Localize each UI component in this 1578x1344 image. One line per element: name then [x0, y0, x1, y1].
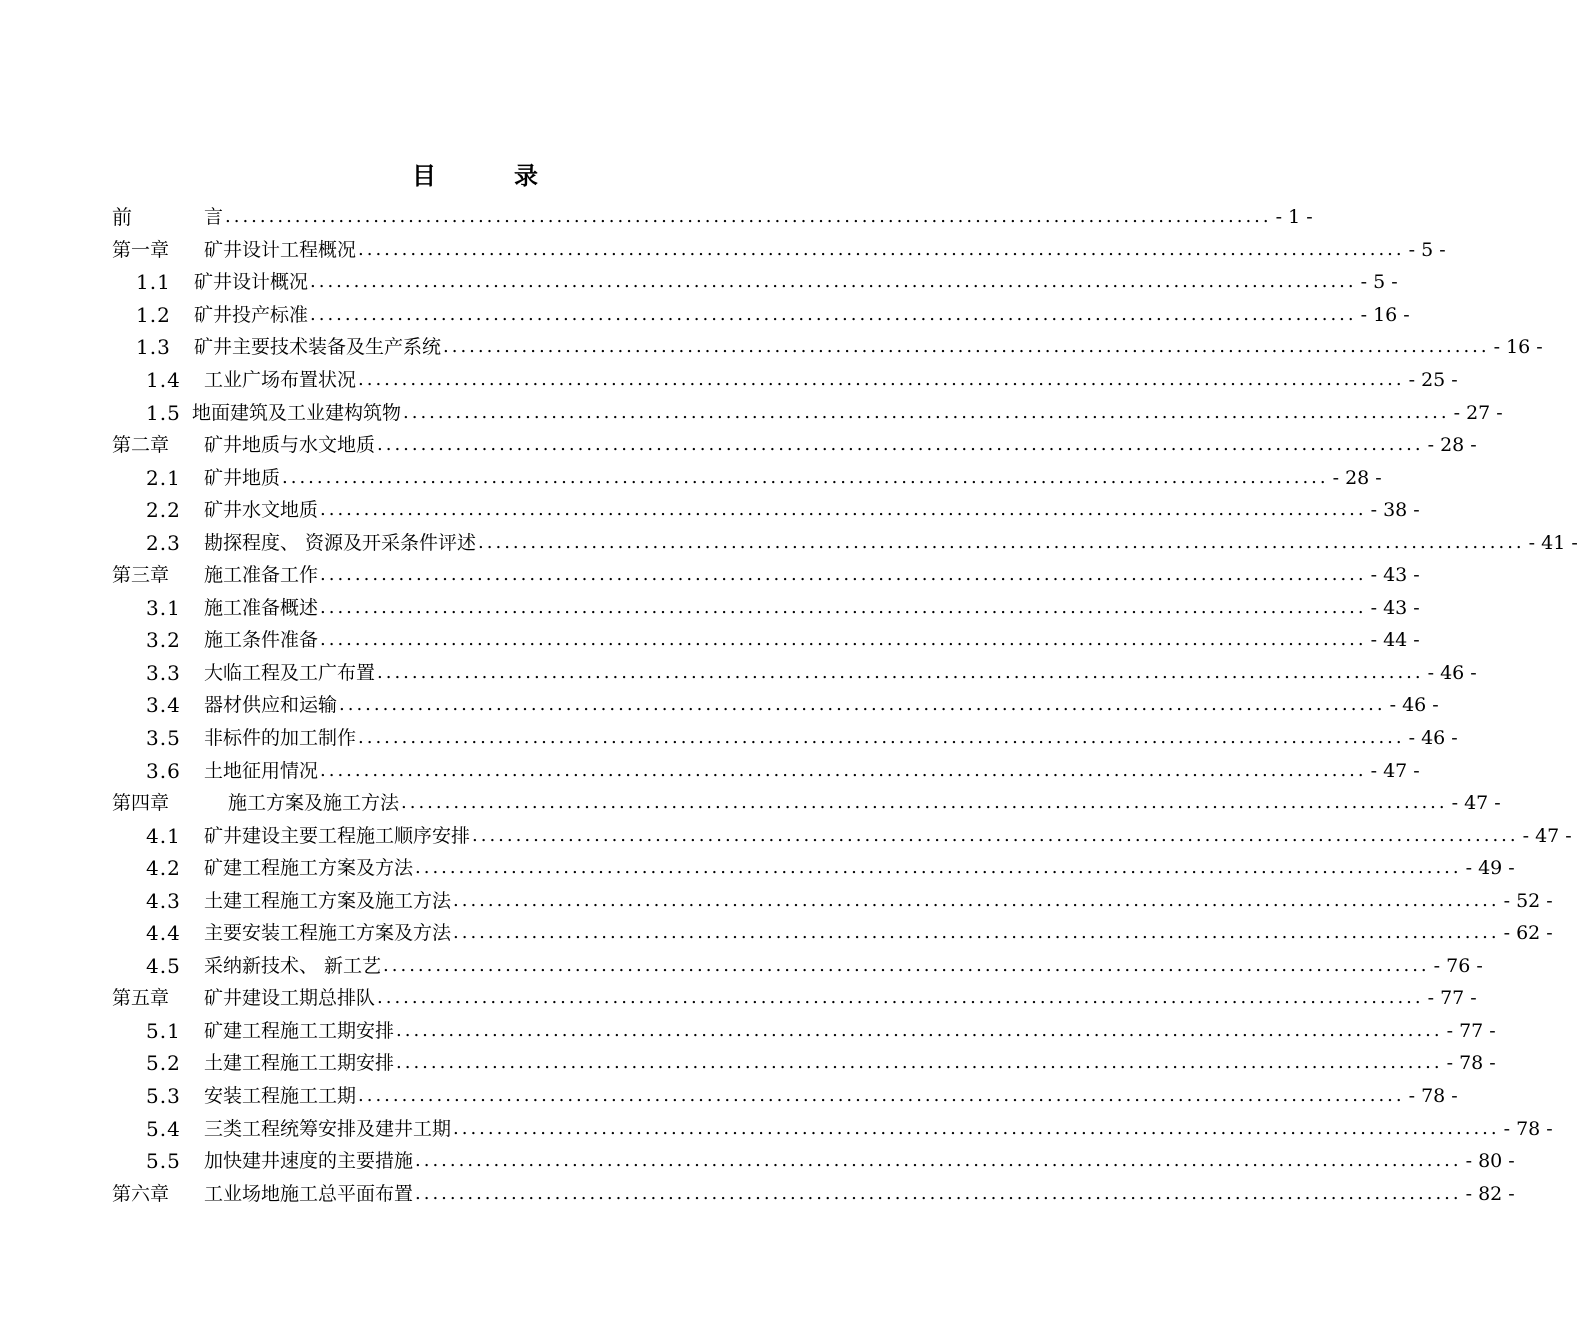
- toc-entry-number: 3.2: [146, 628, 181, 653]
- toc-entry-number: 5.2: [146, 1051, 181, 1076]
- toc-dot-leader: ........................................................................................................................: [401, 792, 1448, 814]
- toc-entry-page: - 80 -: [1465, 1150, 1515, 1173]
- toc-entry-page: - 47 -: [1370, 759, 1420, 782]
- toc-entry-title: 矿井设计概况: [194, 271, 309, 294]
- toc-entry-number: 1.5: [146, 400, 181, 425]
- toc-dot-leader: ........................................................................................................................: [403, 401, 1450, 423]
- toc-dot-leader: ........................................................................................................................: [478, 531, 1525, 553]
- toc-entry-title: 施工准备概述: [204, 596, 319, 619]
- toc-entry-page: - 5 -: [1360, 271, 1398, 294]
- toc-entry-title: 土建工程施工方案及施工方法: [204, 889, 452, 912]
- toc-entry-section-2-2[interactable]: [112, 494, 1420, 527]
- toc-entry-page: - 44 -: [1370, 629, 1420, 652]
- toc-entry-title: 矿井主要技术装备及生产系统: [194, 336, 442, 359]
- toc-entry-page: - 43 -: [1370, 564, 1420, 587]
- toc-dot-leader: ........................................................................................................................: [358, 238, 1405, 260]
- toc-entry-number: 3.6: [146, 758, 181, 783]
- toc-entry-page: - 76 -: [1433, 954, 1483, 977]
- toc-entry-number: 2.1: [146, 465, 181, 490]
- toc-entry-title: 矿井投产标准: [194, 303, 309, 326]
- toc-entry-page: - 5 -: [1408, 238, 1446, 261]
- toc-entry-page: - 77 -: [1427, 987, 1477, 1010]
- toc-entry-title: 矿建工程施工方案及方法: [204, 857, 414, 880]
- toc-entry-title: 三类工程统筹安排及建井工期: [204, 1117, 452, 1140]
- toc-entry-number: 5.4: [146, 1116, 181, 1141]
- toc-dot-leader: ........................................................................................................................: [320, 499, 1367, 521]
- toc-entry-page: - 38 -: [1370, 499, 1420, 522]
- toc-entry-section-5-3[interactable]: [112, 1080, 1458, 1113]
- toc-entry-page: - 25 -: [1408, 369, 1458, 391]
- toc-list: [112, 201, 1578, 1210]
- toc-dot-leader: ........................................................................................................................: [396, 1052, 1443, 1074]
- toc-entry-title: 非标件的加工制作: [204, 727, 357, 750]
- toc-entry-number: 2.3: [146, 530, 181, 555]
- toc-dot-leader: ........................................................................................................................: [320, 596, 1367, 618]
- toc-entry-number: 4.4: [146, 921, 181, 946]
- toc-entry-title: 言: [204, 206, 224, 229]
- toc-entry-title: 地面建筑及工业建构筑物: [192, 401, 402, 424]
- toc-entry-title: 矿井设计工程概况: [204, 238, 357, 261]
- toc-entry-page: - 43 -: [1370, 596, 1420, 619]
- toc-entry-page: - 52 -: [1503, 889, 1553, 912]
- toc-dot-leader: ........................................................................................................................: [383, 954, 1430, 976]
- toc-entry-title: 施工准备工作: [204, 564, 319, 587]
- toc-entry-number: 第五章: [112, 987, 170, 1010]
- toc-entry-number: 第四章: [112, 792, 170, 815]
- toc-entry-chapter-1[interactable]: [112, 234, 1446, 267]
- toc-dot-leader: ........................................................................................................................: [377, 987, 1424, 1009]
- toc-entry-page: - 77 -: [1446, 1019, 1496, 1042]
- toc-dot-leader: ........................................................................................................................: [415, 1182, 1462, 1204]
- toc-entry-number: 5.1: [146, 1018, 181, 1043]
- toc-entry-title: 矿井地质与水文地质: [204, 434, 376, 457]
- toc-entry-page: - 62 -: [1503, 922, 1553, 945]
- toc-entry-preface[interactable]: [112, 201, 1313, 234]
- toc-entry-number: 4.5: [146, 953, 181, 978]
- toc-entry-title: 土建工程施工工期安排: [204, 1052, 395, 1075]
- toc-entry-page: - 78 -: [1408, 1085, 1458, 1108]
- toc-entry-title: 矿井地质: [204, 466, 281, 489]
- toc-entry-number: 5.5: [146, 1149, 181, 1174]
- toc-entry-number: 4.3: [146, 888, 181, 913]
- toc-entry-number: 前: [112, 205, 133, 230]
- toc-entry-section-4-3[interactable]: [112, 884, 1553, 917]
- toc-title-char-2: 录: [514, 162, 538, 190]
- toc-entry-title: 大临工程及工广布置: [204, 661, 376, 684]
- toc-dot-leader: ........................................................................................................................: [320, 629, 1367, 651]
- toc-entry-page: - 47 -: [1451, 792, 1501, 815]
- toc-entry-section-3-4[interactable]: [112, 689, 1439, 722]
- toc-entry-number: 第二章: [112, 434, 170, 457]
- toc-dot-leader: ........................................................................................................................: [310, 271, 1357, 293]
- toc-entry-title: 工业场地施工总平面布置: [204, 1182, 414, 1205]
- toc-entry-section-3-2[interactable]: [112, 624, 1420, 657]
- toc-entry-section-3-1[interactable]: [112, 592, 1420, 625]
- toc-dot-leader: ........................................................................................................................: [320, 759, 1367, 781]
- toc-dot-leader: ........................................................................................................................: [310, 303, 1357, 325]
- toc-dot-leader: ........................................................................................................................: [415, 857, 1462, 879]
- toc-title: [0, 156, 950, 191]
- toc-dot-leader: ........................................................................................................................: [453, 889, 1500, 911]
- toc-entry-section-1-1[interactable]: [112, 266, 1398, 299]
- toc-entry-title: 矿建工程施工工期安排: [204, 1019, 395, 1042]
- toc-entry-page: - 49 -: [1465, 857, 1515, 880]
- toc-entry-section-2-3[interactable]: [112, 526, 1578, 559]
- toc-entry-page: - 27 -: [1453, 401, 1503, 424]
- toc-entry-title: 矿井建设工期总排队: [204, 987, 376, 1010]
- toc-entry-chapter-2[interactable]: [112, 429, 1477, 462]
- toc-dot-leader: ........................................................................................................................: [358, 1085, 1405, 1107]
- toc-dot-leader: ........................................................................................................................: [472, 824, 1519, 846]
- toc-entry-section-3-6[interactable]: [112, 754, 1420, 787]
- toc-entry-section-1-4[interactable]: [112, 364, 1458, 397]
- toc-dot-leader: ........................................................................................................................: [453, 1117, 1500, 1139]
- toc-entry-title: 工业广场布置状况: [204, 369, 357, 391]
- toc-dot-leader: ........................................................................................................................: [358, 727, 1405, 749]
- toc-entry-title: 安装工程施工工期: [204, 1085, 357, 1108]
- toc-entry-page: - 46 -: [1389, 694, 1439, 717]
- toc-entry-section-5-5[interactable]: [112, 1145, 1515, 1178]
- toc-entry-section-3-3[interactable]: [112, 657, 1477, 690]
- toc-entry-number: 第三章: [112, 564, 170, 587]
- toc-dot-leader: ........................................................................................................................: [320, 564, 1367, 586]
- toc-entry-section-5-2[interactable]: [112, 1047, 1496, 1080]
- toc-entry-number: 4.1: [146, 823, 181, 848]
- toc-entry-section-4-5[interactable]: [112, 950, 1483, 983]
- toc-dot-leader: ........................................................................................................................: [225, 206, 1272, 228]
- toc-dot-leader: ........................................................................................................................: [339, 694, 1386, 716]
- toc-entry-page: - 47 -: [1522, 824, 1572, 847]
- toc-entry-title: 主要安装工程施工方案及方法: [204, 922, 452, 945]
- toc-entry-title: 勘探程度、 资源及开采条件评述: [204, 531, 477, 554]
- toc-entry-page: - 78 -: [1446, 1052, 1496, 1075]
- toc-entry-number: 1.1: [136, 270, 171, 295]
- toc-dot-leader: ........................................................................................................................: [415, 1150, 1462, 1172]
- toc-entry-section-4-4[interactable]: [112, 917, 1553, 950]
- toc-entry-page: - 28 -: [1427, 434, 1477, 457]
- toc-entry-number: 第六章: [112, 1182, 170, 1205]
- toc-title-char-1: 目: [412, 162, 436, 190]
- toc-entry-number: 5.3: [146, 1084, 181, 1109]
- toc-entry-page: - 1 -: [1275, 206, 1313, 229]
- toc-entry-section-5-4[interactable]: [112, 1112, 1553, 1145]
- toc-entry-title: 矿井水文地质: [204, 499, 319, 522]
- toc-entry-number: 3.1: [146, 595, 181, 620]
- toc-entry-chapter-4[interactable]: [112, 787, 1501, 820]
- toc-entry-number: 第一章: [112, 238, 170, 261]
- toc-entry-section-1-2[interactable]: [112, 299, 1410, 332]
- toc-entry-number: 1.2: [136, 302, 171, 327]
- toc-entry-section-1-5[interactable]: [112, 396, 1503, 429]
- toc-entry-section-1-3[interactable]: [112, 331, 1543, 364]
- toc-entry-number: 4.2: [146, 856, 181, 881]
- toc-entry-chapter-3[interactable]: [112, 559, 1420, 592]
- toc-dot-leader: ........................................................................................................................: [282, 466, 1329, 488]
- toc-entry-page: - 82 -: [1465, 1182, 1515, 1205]
- toc-entry-title: 矿井建设主要工程施工顺序安排: [204, 824, 471, 847]
- toc-entry-chapter-5[interactable]: [112, 982, 1477, 1015]
- toc-entry-section-4-1[interactable]: [112, 819, 1572, 852]
- toc-dot-leader: ........................................................................................................................: [396, 1019, 1443, 1041]
- toc-entry-section-3-5[interactable]: [112, 722, 1458, 755]
- toc-entry-number: 3.5: [146, 726, 181, 751]
- toc-entry-number: 1.4: [146, 368, 181, 392]
- toc-entry-number: 3.4: [146, 693, 181, 718]
- toc-dot-leader: ........................................................................................................................: [443, 336, 1490, 358]
- toc-entry-page: - 16 -: [1493, 336, 1543, 359]
- toc-entry-number: 2.2: [146, 498, 181, 523]
- toc-entry-section-4-2[interactable]: [112, 852, 1515, 885]
- toc-entry-section-5-1[interactable]: [112, 1015, 1496, 1048]
- toc-entry-title: 加快建井速度的主要措施: [204, 1150, 414, 1173]
- toc-entry-number: 1.3: [136, 335, 171, 360]
- toc-dot-leader: ........................................................................................................................: [358, 369, 1405, 390]
- toc-entry-title: 土地征用情况: [204, 759, 319, 782]
- toc-entry-page: - 28 -: [1332, 466, 1382, 489]
- toc-entry-page: - 78 -: [1503, 1117, 1553, 1140]
- toc-dot-leader: ........................................................................................................................: [453, 922, 1500, 944]
- toc-entry-page: - 46 -: [1408, 727, 1458, 750]
- toc-entry-number: 3.3: [146, 660, 181, 685]
- toc-entry-title: 施工条件准备: [204, 629, 319, 652]
- toc-entry-section-2-1[interactable]: [112, 461, 1382, 494]
- toc-entry-page: - 46 -: [1427, 661, 1477, 684]
- toc-entry-page: - 16 -: [1360, 303, 1410, 326]
- toc-entry-page: - 41 -: [1528, 531, 1578, 554]
- toc-entry-title: 器材供应和运输: [204, 694, 338, 717]
- toc-dot-leader: ........................................................................................................................: [377, 434, 1424, 456]
- toc-dot-leader: ........................................................................................................................: [377, 661, 1424, 683]
- toc-entry-title: 采纳新技术、 新工艺: [204, 954, 382, 977]
- toc-entry-chapter-6[interactable]: [112, 1177, 1515, 1210]
- toc-entry-title: 施工方案及施工方法: [228, 792, 400, 815]
